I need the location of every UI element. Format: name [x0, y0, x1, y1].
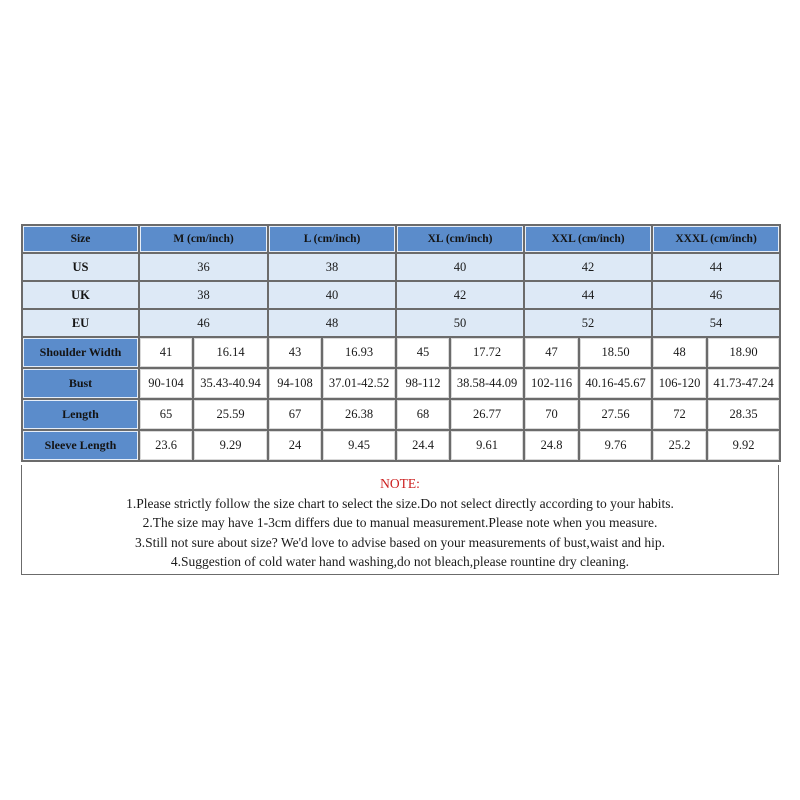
cell-inch: 40.16-45.67: [580, 369, 653, 400]
cell-inch: 27.56: [580, 400, 653, 431]
cell-inch: 16.93: [323, 338, 397, 369]
table-cell: 44: [653, 254, 781, 282]
cell-inch: 26.38: [323, 400, 397, 431]
table-cell: 40: [397, 254, 525, 282]
row-label: Shoulder Width: [23, 338, 140, 369]
cell-inch: 9.61: [451, 431, 525, 462]
table-row-shoulder-width: [23, 338, 781, 369]
table-cell: 42: [525, 254, 653, 282]
cell-inch: 9.76: [580, 431, 653, 462]
cell-cm: 94-108: [269, 369, 323, 400]
header-size-xxl: XXL (cm/inch): [525, 226, 653, 254]
cell-inch: 41.73-47.24: [708, 369, 781, 400]
row-label: US: [23, 254, 140, 282]
table-cell: 40: [269, 282, 397, 310]
cell-cm: 24: [269, 431, 323, 462]
size-table: [21, 224, 781, 462]
cell-inch: 9.29: [194, 431, 269, 462]
table-cell: 38: [269, 254, 397, 282]
table-row-length: [23, 400, 781, 431]
note-line: 2.The size may have 1-3cm differs due to manual measurement.Please note when you measure.: [142, 515, 658, 530]
cell-cm: 72: [653, 400, 708, 431]
size-chart: [21, 224, 779, 462]
row-label: UK: [23, 282, 140, 310]
table-cell: 44: [525, 282, 653, 310]
cell-inch: 38.58-44.09: [451, 369, 525, 400]
cell-inch: 28.35: [708, 400, 781, 431]
cell-cm: 41: [140, 338, 194, 369]
note-line: 4.Suggestion of cold water hand washing,do not bleach,please rountine dry cleaning.: [170, 554, 630, 569]
table-cell: 36: [140, 254, 269, 282]
table-cell: 38: [140, 282, 269, 310]
table-cell: 50: [397, 310, 525, 338]
row-label: Length: [23, 400, 140, 431]
table-cell: 46: [653, 282, 781, 310]
cell-cm: 106-120: [653, 369, 708, 400]
header-size-l: L (cm/inch): [269, 226, 397, 254]
cell-cm: 68: [397, 400, 451, 431]
table-row-bust: [23, 369, 781, 400]
header-size-xxxl: XXXL (cm/inch): [653, 226, 781, 254]
header-size-xl: XL (cm/inch): [397, 226, 525, 254]
cell-cm: 25.2: [653, 431, 708, 462]
cell-cm: 23.6: [140, 431, 194, 462]
cell-inch: 37.01-42.52: [323, 369, 397, 400]
note-line: 1.Please strictly follow the size chart to select the size.Do not select directly according to your habits.: [126, 495, 674, 511]
cell-cm: 45: [397, 338, 451, 369]
row-label: Bust: [23, 369, 140, 400]
cell-inch: 35.43-40.94: [194, 369, 269, 400]
cell-cm: 48: [653, 338, 708, 369]
row-label: Sleeve Length: [23, 431, 140, 462]
cell-cm: 24.4: [397, 431, 451, 462]
table-cell: 46: [140, 310, 269, 338]
cell-cm: 24.8: [525, 431, 580, 462]
row-label: EU: [23, 310, 140, 338]
cell-cm: 43: [269, 338, 323, 369]
table-cell: 52: [525, 310, 653, 338]
header-row: [23, 226, 781, 254]
cell-cm: 67: [269, 400, 323, 431]
note-box: [21, 465, 779, 575]
cell-inch: 26.77: [451, 400, 525, 431]
cell-inch: 18.90: [708, 338, 781, 369]
table-row-sleeve-length: [23, 431, 781, 462]
header-size-label: Size: [23, 226, 140, 254]
cell-inch: 16.14: [194, 338, 269, 369]
cell-cm: 98-112: [397, 369, 451, 400]
table-cell: 48: [269, 310, 397, 338]
cell-cm: 65: [140, 400, 194, 431]
table-row-uk: [23, 282, 781, 310]
cell-inch: 17.72: [451, 338, 525, 369]
cell-cm: 102-116: [525, 369, 580, 400]
header-size-m: M (cm/inch): [140, 226, 269, 254]
table-cell: 54: [653, 310, 781, 338]
table-cell: 42: [397, 282, 525, 310]
cell-cm: 90-104: [140, 369, 194, 400]
note-title: NOTE:: [380, 476, 420, 491]
cell-inch: 9.92: [708, 431, 781, 462]
cell-inch: 9.45: [323, 431, 397, 462]
table-row-eu: [23, 310, 781, 338]
note-line: 3.Still not sure about size? We'd love to advise based on your measurements of bust,waist and hip.: [134, 534, 666, 550]
cell-inch: 25.59: [194, 400, 269, 431]
cell-inch: 18.50: [580, 338, 653, 369]
cell-cm: 47: [525, 338, 580, 369]
table-row-us: [23, 254, 781, 282]
cell-cm: 70: [525, 400, 580, 431]
